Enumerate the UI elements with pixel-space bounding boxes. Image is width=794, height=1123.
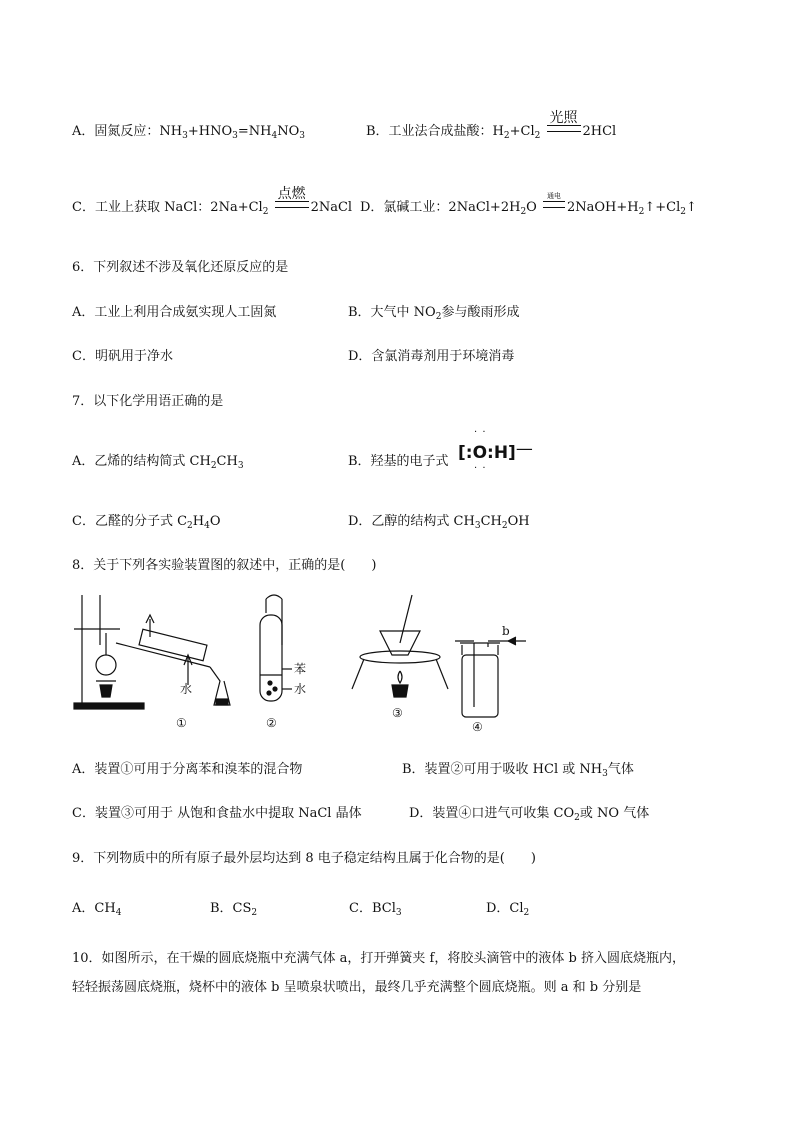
q8-label-n2: ② (266, 716, 277, 730)
q5-option-a: A．固氮反应：$NH_3+HNO_3=NH_4NO_3$ (72, 124, 305, 141)
q8-label-benzene: 苯 (294, 662, 307, 676)
q8-label-n3: ③ (392, 706, 403, 720)
q8-label-b: b (502, 624, 510, 638)
q10-line2: 轻轻振荡圆底烧瓶，烧杯中的液体 b 呈喷泉状喷出，最终几乎充满整个圆底烧瓶。则 a 和 b 分别是 (72, 980, 642, 995)
q5-b-cond-text: 光照 (549, 110, 578, 126)
q8-option-d: D．装置④口进气可收集 $CO_2$或 NO 气体 (409, 806, 650, 823)
q5-c-end: 2NaCl (310, 200, 353, 215)
q8-option-a: A．装置①可用于分离苯和溴苯的混合物 (72, 762, 303, 777)
q5-b-mid: +Cl (509, 124, 535, 139)
q5-a-eq: +HNO (187, 124, 233, 139)
q5-c-cond-text: 点燃 (277, 186, 306, 202)
q9-option-c (349, 897, 402, 918)
q6-option-c: C．明矾用于净水 (72, 349, 173, 364)
q7-d-text: D．乙醇的结构式 CH (348, 514, 475, 529)
q5-option-d: D．氯碱工业：$2NaCl+2H_2O$ 通电 $2NaOH+H_2↑+Cl_2↑$ (360, 192, 697, 217)
q9-option-b (210, 897, 257, 918)
q5-a-eq3: NO (277, 124, 300, 139)
q7-dots-bottom: · · (474, 463, 487, 474)
q5-b-end: 2HCl (582, 124, 617, 139)
q8-label-water2: 水 (294, 682, 307, 696)
q9-b-sub: 2 (251, 908, 258, 918)
q8-label-water1: 水 (180, 682, 193, 696)
q7-dots-top: · · (474, 427, 487, 438)
q7-b-formula: [:O:H] (458, 443, 516, 463)
q5-d-condition (543, 192, 565, 215)
q7-option-b (348, 450, 449, 469)
q5-d-end3: ↑ (685, 200, 697, 215)
q7-b-text: B．羟基的电子式 (348, 454, 449, 469)
q5-d-cond-text: 通电 (546, 192, 561, 200)
q9-c-text: C．BCl (349, 901, 396, 916)
q5-c-text: C．工业上获取 NaCl：2Na+Cl (72, 200, 263, 215)
q7-stem: 7．以下化学用语正确的是 (72, 394, 224, 409)
q5-option-b: B．工业法合成盐酸：$H_2+Cl_2$ 光照 2HCl (366, 120, 616, 141)
q9-c-sub: 3 (395, 908, 402, 918)
q6-b-post: 参与酸雨形成 (441, 305, 520, 320)
q10-line1: 10．如图所示，在干燥的圆底烧瓶中充满气体 a，打开弹簧夹 f，将胶头滴管中的液体 b 挤入圆底烧瓶内， (72, 951, 685, 966)
q5-option-c: C．工业上获取 NaCl：$2Na+Cl_2$ 点燃 2NaCl (72, 196, 352, 217)
q6-stem: 6．下列叙述不涉及氧化还原反应的是 (72, 260, 289, 275)
q6-option-d: D．含氯消毒剂用于环境消毒 (348, 349, 515, 364)
q8-label-n1: ① (176, 716, 187, 730)
q5-b-text: B．工业法合成盐酸：H (366, 124, 504, 139)
q8-option-b: B．装置②可用于吸收 HCl 或 $NH_3$气体 (402, 762, 634, 779)
q8-d-pre: D．装置④口进气可收集 CO (409, 806, 575, 821)
q5-a-eq2: =NH (237, 124, 272, 139)
q8-b-post: 气体 (607, 762, 634, 777)
q8-d-post: 或 NO 气体 (579, 806, 650, 821)
q8-apparatus-figure (70, 585, 540, 735)
q8-option-c: C．装置③可用于 从饱和食盐水中提取 NaCl 晶体 (72, 806, 362, 821)
q7-option-a: A．乙烯的结构简式 $CH_2CH_3$ (72, 454, 244, 471)
q8-label-n4: ④ (472, 720, 483, 734)
q9-stem: 9．下列物质中的所有原子最外层均达到 8 电子稳定结构且属于化合物的是( ) (72, 851, 536, 866)
q8-stem: 8．关于下列各实验装置图的叙述中，正确的是( ) (72, 558, 377, 573)
q5-d-end2: ↑+Cl (644, 200, 681, 215)
q9-b-text: B．CS (210, 901, 252, 916)
q9-a-text: A．CH (72, 901, 116, 916)
q5-b-condition (547, 110, 581, 139)
q6-option-b: B．大气中 $NO_2$参与酸雨形成 (348, 305, 520, 322)
q7-a-text: A．乙烯的结构简式 CH (72, 454, 211, 469)
q5-d-text: D．氯碱工业：2NaCl+2H (360, 200, 521, 215)
q5-d-mid: O (526, 200, 537, 215)
q9-option-a (72, 897, 121, 918)
q5-a-text: A．固氮反应：NH (72, 124, 183, 139)
q7-option-d: D．乙醇的结构式 $CH_3CH_2OH$ (348, 514, 530, 531)
q6-b-pre: B．大气中 NO (348, 305, 436, 320)
q7-electron-formula: · · [:O:H]— · · (458, 427, 533, 474)
q8-b-pre: B．装置②可用于吸收 HCl 或 NH (402, 762, 603, 777)
q5-d-end: 2NaOH+H (566, 200, 639, 215)
q9-a-sub: 4 (115, 908, 122, 918)
q9-d-text: D．Cl (486, 901, 524, 916)
q9-d-sub: 2 (523, 908, 530, 918)
q9-option-d (486, 897, 529, 918)
q7-option-c: C．乙醛的分子式 $C_2H_4O$ (72, 514, 221, 531)
q5-c-condition (275, 186, 309, 215)
q7-c-text: C．乙醛的分子式 C (72, 514, 188, 529)
q6-option-a: A．工业上利用合成氨实现人工固氮 (72, 305, 277, 320)
